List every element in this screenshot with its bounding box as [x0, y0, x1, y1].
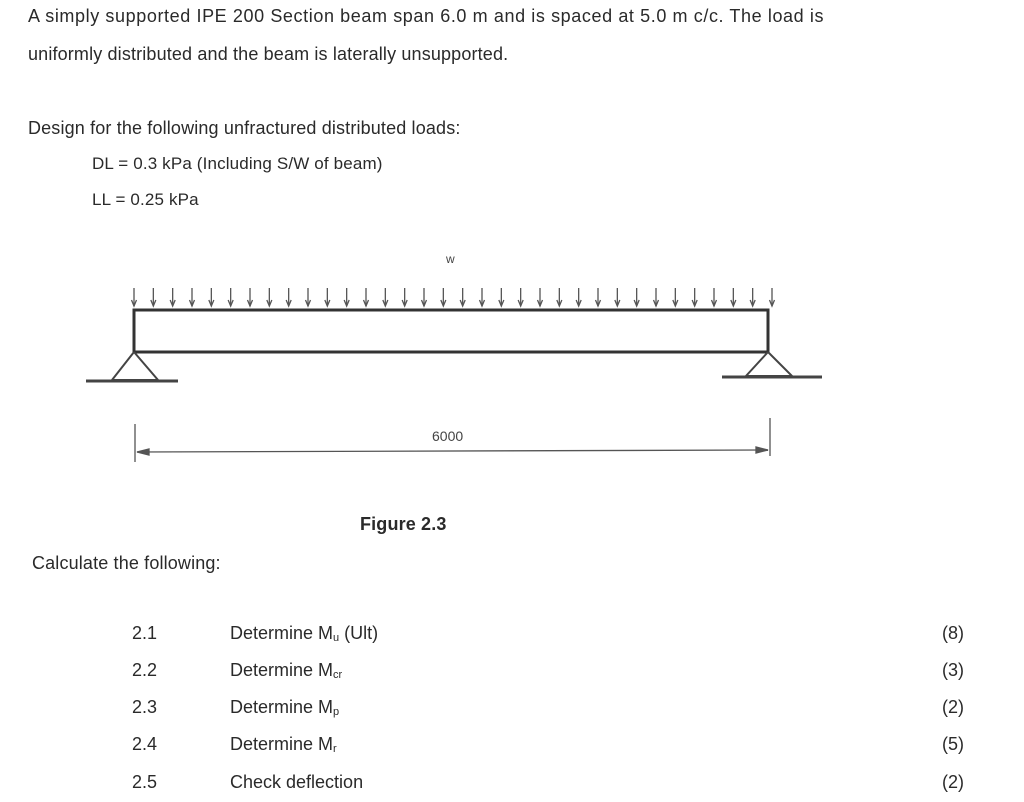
task-number: 2.3	[132, 697, 158, 717]
task-number: 2.2	[132, 660, 158, 680]
task-description: Determine Mr	[230, 734, 337, 755]
task-row	[0, 772, 1024, 798]
problem-statement-line-2: uniformly distributed and the beam is laterally unsupported.	[28, 44, 509, 64]
load-label: w	[446, 252, 455, 266]
design-loads-heading: Design for the following unfractured distributed loads:	[28, 118, 461, 138]
left-pin-support	[86, 352, 178, 381]
task-marks: (3)	[942, 660, 964, 680]
right-pin-support	[722, 352, 822, 377]
beam-member	[134, 310, 768, 352]
task-marks: (8)	[942, 623, 964, 643]
problem-statement-line-1: A simply supported IPE 200 Section beam span 6.0 m and is spaced at 5.0 m c/c. The load is	[28, 6, 825, 26]
beam-figure	[0, 230, 1024, 480]
task-row	[0, 697, 1024, 723]
figure-caption: Figure 2.3	[360, 514, 447, 534]
distributed-load-arrows	[132, 288, 775, 306]
beam-diagram	[0, 230, 1024, 480]
task-number: 2.5	[132, 772, 158, 792]
calculate-heading: Calculate the following:	[32, 553, 221, 573]
task-row	[0, 660, 1024, 686]
task-description: Check deflection	[230, 772, 364, 792]
task-row	[0, 623, 1024, 649]
task-description: Determine Mp	[230, 697, 340, 718]
span-label: 6000	[432, 428, 464, 444]
live-load-value: LL = 0.25 kPa	[92, 190, 199, 209]
task-number: 2.4	[132, 734, 158, 754]
task-number: 2.1	[132, 623, 158, 643]
task-marks: (2)	[942, 772, 964, 792]
task-description: Determine Mu (Ult)	[230, 623, 379, 644]
dead-load-value: DL = 0.3 kPa (Including S/W of beam)	[92, 154, 383, 173]
task-row	[0, 734, 1024, 760]
task-description: Determine Mcr	[230, 660, 343, 681]
task-marks: (2)	[942, 697, 964, 717]
task-marks: (5)	[942, 734, 964, 754]
